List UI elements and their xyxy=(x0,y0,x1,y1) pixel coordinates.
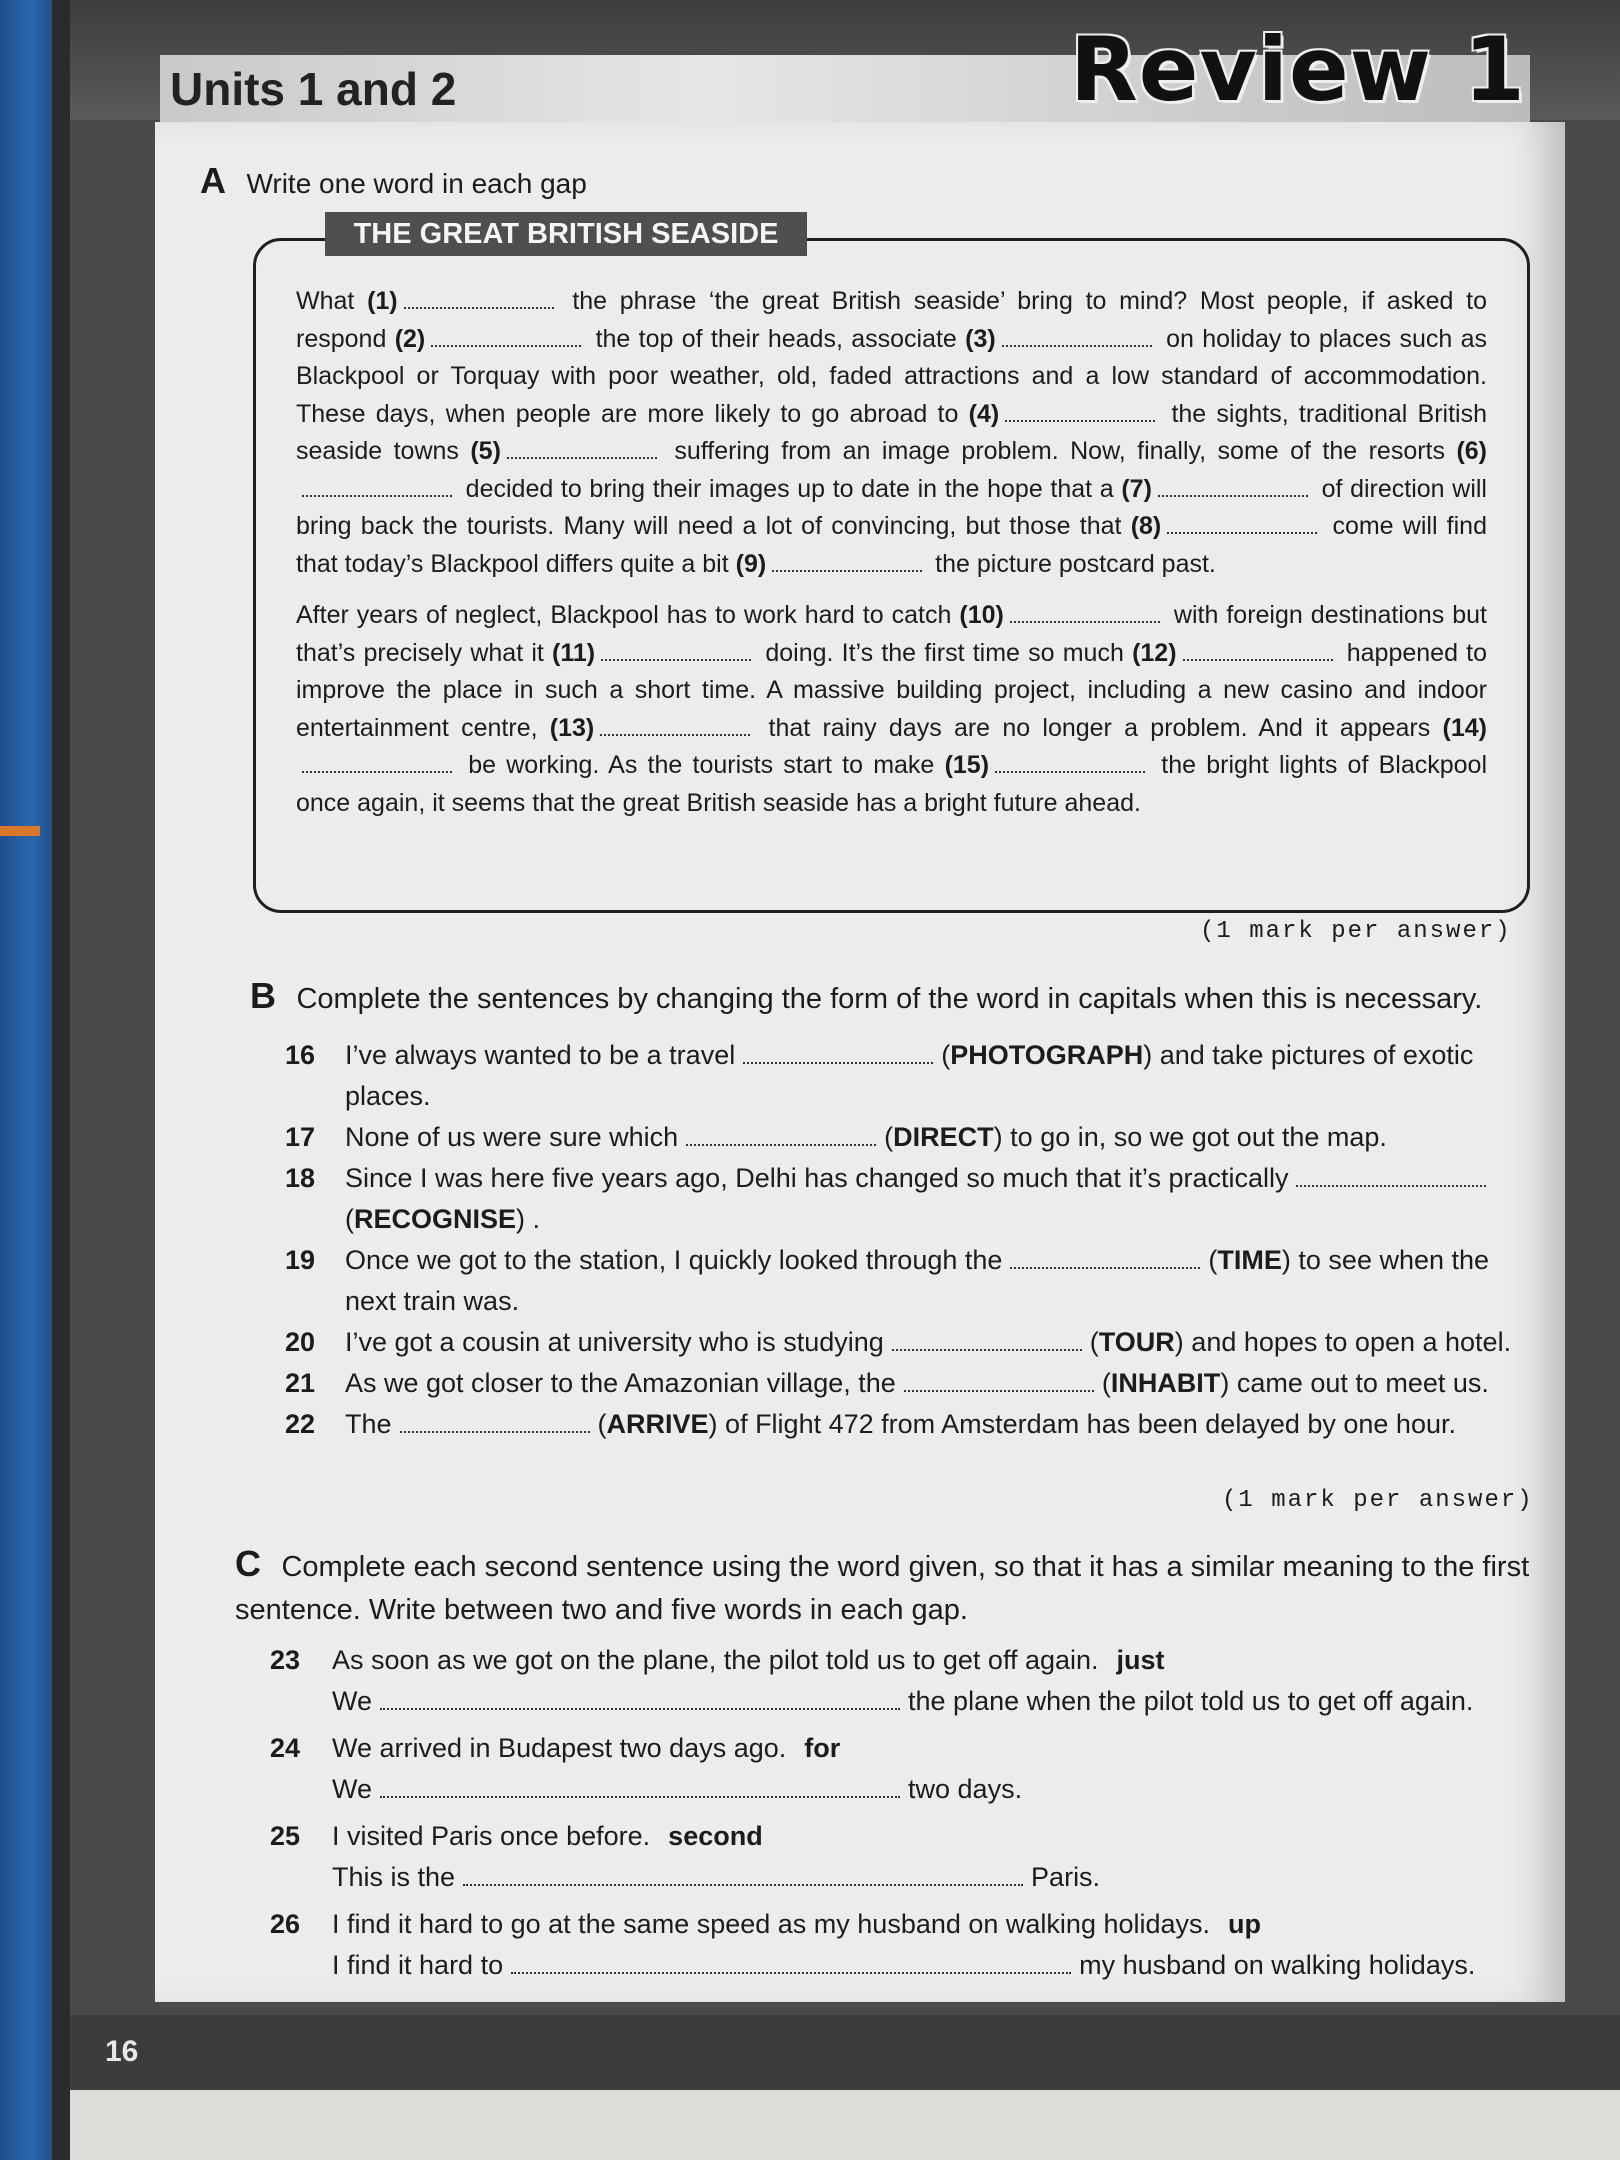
passage-text: the phrase ‘the great British seaside’ bring to mind? Most people, if asked to respond xyxy=(296,287,1487,353)
review-title: Review 1 xyxy=(1070,18,1526,121)
item-number: 23 xyxy=(270,1645,301,1675)
answer-gap-6[interactable] xyxy=(302,477,452,497)
item-text: Since I was here five years ago, Delhi has changed so much that it’s practically(RECOGNISE) . xyxy=(345,1158,1535,1240)
gap-number: (10) xyxy=(959,601,1004,629)
key-word: up xyxy=(1228,1909,1262,1939)
transformation-item xyxy=(270,1904,1560,1986)
item-second-sentence xyxy=(270,1681,1560,1722)
answer-gap[interactable] xyxy=(743,1044,933,1064)
item-sentence: I visited Paris once before. xyxy=(332,1821,651,1851)
section-a-marks: (1 mark per answer) xyxy=(1200,918,1512,945)
transformation-item xyxy=(270,1728,1560,1810)
gap-number: (9) xyxy=(735,549,767,578)
answer-gap-14[interactable] xyxy=(302,753,452,773)
answer-gap[interactable] xyxy=(400,1413,590,1433)
answer-gap[interactable] xyxy=(892,1331,1082,1351)
gap-number: (8) xyxy=(1130,512,1162,540)
transformation-item xyxy=(270,1816,1560,1898)
exercise-item xyxy=(285,1363,1535,1404)
gap-number: (5) xyxy=(470,437,501,465)
exercise-item xyxy=(285,1322,1535,1363)
item-text: None of us were sure which (DIRECT) to go in, so we got out the map. xyxy=(345,1122,1387,1152)
item-text: I’ve got a cousin at university who is studying (TOUR) and hopes to open a hotel. xyxy=(345,1327,1512,1357)
gap-number: (14) xyxy=(1442,713,1487,742)
capital-word: RECOGNISE xyxy=(354,1204,517,1234)
book-edge-strip xyxy=(0,0,52,2160)
answer-gap-15[interactable] xyxy=(995,753,1145,773)
workbook-page xyxy=(70,0,1620,2160)
passage-title-tag: THE GREAT BRITISH SEASIDE xyxy=(325,212,807,256)
units-title: Units 1 and 2 xyxy=(170,63,457,115)
item-text: I’ve always wanted to be a travel (PHOTOGRAPH) and take pictures of exotic places. xyxy=(345,1040,1474,1111)
item-before: As we got closer to the Amazonian village, the xyxy=(345,1368,896,1398)
answer-gap-3[interactable] xyxy=(1002,327,1152,347)
passage-text: on holiday to places such as Blackpool or Torquay with poor weather, old, faded attractions and a low standard of accommodation. These days, when people are more likely to go abroad to xyxy=(296,324,1488,428)
item-number: 22 xyxy=(285,1409,316,1439)
item-start: We xyxy=(332,1686,373,1716)
answer-gap-7[interactable] xyxy=(1158,477,1308,497)
capital-word: ARRIVE xyxy=(606,1409,709,1439)
passage-text: the picture postcard past. xyxy=(935,549,1216,578)
item-text: As we got closer to the Amazonian village, the (INHABIT) came out to meet us. xyxy=(345,1368,1489,1398)
section-b-heading xyxy=(250,975,1482,1017)
answer-gap-5[interactable] xyxy=(507,439,657,459)
item-start: I find it hard to xyxy=(332,1950,504,1980)
item-end: my husband on walking holidays. xyxy=(1079,1950,1476,1980)
gap-number: (1) xyxy=(367,287,398,315)
passage-text: the top of their heads, associate xyxy=(595,324,957,353)
answer-gap-10[interactable] xyxy=(1010,603,1160,623)
answer-gap-13[interactable] xyxy=(600,716,750,736)
item-number: 18 xyxy=(285,1163,316,1193)
gap-number: (12) xyxy=(1132,638,1177,667)
passage-text: with foreign destinations but that’s precisely what it xyxy=(296,601,1487,667)
section-c-letter: C xyxy=(235,1543,261,1584)
answer-gap-2[interactable] xyxy=(431,327,581,347)
item-end: Paris. xyxy=(1031,1862,1101,1892)
section-a-heading xyxy=(200,160,587,202)
answer-gap-9[interactable] xyxy=(772,552,922,572)
page-number: 16 xyxy=(105,2035,139,2068)
item-end: the plane when the pilot told us to get off again. xyxy=(908,1686,1474,1716)
answer-gap-4[interactable] xyxy=(1005,402,1155,422)
item-number: 17 xyxy=(285,1122,316,1152)
answer-gap-8[interactable] xyxy=(1167,514,1317,534)
passage-box xyxy=(253,238,1530,913)
answer-gap[interactable] xyxy=(380,1778,900,1798)
passage-text: decided to bring their images up to date in the hope that a xyxy=(465,474,1114,503)
passage-text: happened to improve the place in such a short time. A massive building project, including a new casino and indoor entertainment centre, xyxy=(296,638,1488,742)
section-b-items xyxy=(285,1035,1535,1445)
passage-text: suffering from an image problem. Now, finally, some of the resorts xyxy=(674,437,1445,465)
passage-text: come will find that today’s Blackpool differs quite a bit xyxy=(296,512,1487,578)
passage-text: that rainy days are no longer a problem. And it appears xyxy=(768,713,1431,742)
key-word: just xyxy=(1116,1645,1165,1675)
exercise-item xyxy=(285,1404,1535,1445)
item-first-sentence xyxy=(270,1904,1560,1945)
passage-paragraph-2 xyxy=(296,597,1487,822)
answer-gap[interactable] xyxy=(904,1372,1094,1392)
section-b-letter: B xyxy=(250,975,276,1016)
gap-number: (2) xyxy=(394,324,426,353)
item-first-sentence xyxy=(270,1728,1560,1769)
gap-number: (11) xyxy=(552,638,596,667)
item-second-sentence xyxy=(270,1857,1560,1898)
section-c-items xyxy=(270,1640,1560,1992)
passage-text: After years of neglect, Blackpool has to work hard to catch xyxy=(296,601,952,629)
gap-number: (4) xyxy=(968,399,1000,428)
book-edge-mark xyxy=(0,826,40,836)
item-start: This is the xyxy=(332,1862,456,1892)
answer-gap[interactable] xyxy=(1010,1249,1200,1269)
exercise-item xyxy=(285,1035,1535,1117)
item-after: . xyxy=(532,1204,541,1234)
item-second-sentence xyxy=(270,1769,1560,1810)
exercise-item xyxy=(285,1117,1535,1158)
item-number: 25 xyxy=(270,1821,301,1851)
capital-word: PHOTOGRAPH xyxy=(950,1040,1144,1070)
item-sentence: As soon as we got on the plane, the pilot told us to get off again. xyxy=(332,1645,1099,1675)
item-before: I’ve always wanted to be a travel xyxy=(345,1040,736,1070)
item-text: The (ARRIVE) of Flight 472 from Amsterdam has been delayed by one hour. xyxy=(345,1409,1456,1439)
section-b-instruction: Complete the sentences by changing the form of the word in capitals when this is necessary. xyxy=(296,983,1483,1015)
capital-word: TOUR xyxy=(1098,1327,1175,1357)
gap-number: (15) xyxy=(944,751,990,779)
item-end: two days. xyxy=(908,1774,1023,1804)
passage-text: the sights, traditional British seaside towns xyxy=(296,399,1487,465)
capital-word: DIRECT xyxy=(893,1122,994,1152)
transformation-item xyxy=(270,1640,1560,1722)
passage-text: the bright lights of Blackpool once again, it seems that the great British seaside has a bright future ahead. xyxy=(296,751,1488,817)
item-before: None of us were sure which xyxy=(345,1122,679,1152)
section-c-instruction: Complete each second sentence using the word given, so that it has a similar meaning to the first sentence. Write between two and five words in each gap. xyxy=(235,1551,1530,1626)
item-number: 24 xyxy=(270,1733,301,1763)
surface-below-page xyxy=(70,2090,1620,2160)
exercise-item xyxy=(285,1158,1535,1240)
gap-number: (7) xyxy=(1121,474,1152,503)
passage-text: of direction will bring back the tourists. Many will need a lot of convincing, but those that xyxy=(296,474,1487,540)
item-before: Once we got to the station, I quickly looked through the xyxy=(345,1245,1003,1275)
answer-gap-1[interactable] xyxy=(404,289,554,309)
item-number: 20 xyxy=(285,1327,316,1357)
section-a-instruction: Write one word in each gap xyxy=(246,168,587,199)
item-before: The xyxy=(345,1409,392,1439)
item-sentence: I find it hard to go at the same speed as my husband on walking holidays. xyxy=(332,1909,1211,1939)
item-before: Since I was here five years ago, Delhi has changed so much that it’s practically xyxy=(345,1163,1289,1193)
item-text: Once we got to the station, I quickly looked through the (TIME) to see when the next train was. xyxy=(345,1245,1490,1316)
capital-word: TIME xyxy=(1217,1245,1282,1275)
item-sentence: We arrived in Budapest two days ago. xyxy=(332,1733,787,1763)
answer-gap-11[interactable] xyxy=(601,641,751,661)
item-start: We xyxy=(332,1774,373,1804)
key-word: second xyxy=(668,1821,763,1851)
item-first-sentence xyxy=(270,1640,1560,1681)
passage-paragraph-1 xyxy=(296,283,1487,583)
passage-text: doing. It’s the first time so much xyxy=(765,638,1124,667)
section-c-heading xyxy=(235,1545,1555,1634)
section-a-letter: A xyxy=(200,160,226,201)
section-b-marks: (1 mark per answer) xyxy=(1222,1487,1534,1514)
item-before: I’ve got a cousin at university who is studying xyxy=(345,1327,884,1357)
answer-gap[interactable] xyxy=(1296,1167,1486,1187)
gap-number: (13) xyxy=(549,713,595,742)
item-number: 19 xyxy=(285,1245,316,1275)
item-after: and take pictures of exotic places. xyxy=(345,1040,1474,1111)
answer-gap[interactable] xyxy=(463,1866,1023,1886)
answer-gap[interactable] xyxy=(380,1690,900,1710)
item-after: to go in, so we got out the map. xyxy=(1010,1122,1387,1152)
answer-gap[interactable] xyxy=(686,1126,876,1146)
passage-text: What xyxy=(296,287,355,315)
item-second-sentence xyxy=(270,1945,1560,1986)
item-after: came out to meet us. xyxy=(1236,1368,1489,1398)
item-after: of Flight 472 from Amsterdam has been delayed by one hour. xyxy=(725,1409,1456,1439)
answer-gap[interactable] xyxy=(511,1954,1071,1974)
item-number: 21 xyxy=(285,1368,316,1398)
answer-gap-12[interactable] xyxy=(1183,641,1333,661)
key-word: for xyxy=(804,1733,841,1763)
item-number: 16 xyxy=(285,1040,316,1070)
item-first-sentence xyxy=(270,1816,1560,1857)
passage-text: be working. As the tourists start to make xyxy=(468,751,935,779)
gap-number: (3) xyxy=(965,324,996,353)
gap-number: (6) xyxy=(1456,437,1487,465)
item-after: to see when the next train was. xyxy=(345,1245,1490,1316)
capital-word: INHABIT xyxy=(1110,1368,1221,1398)
footer-band xyxy=(70,2015,1620,2090)
item-number: 26 xyxy=(270,1909,301,1939)
exercise-item xyxy=(285,1240,1535,1322)
item-after: and hopes to open a hotel. xyxy=(1191,1327,1512,1357)
